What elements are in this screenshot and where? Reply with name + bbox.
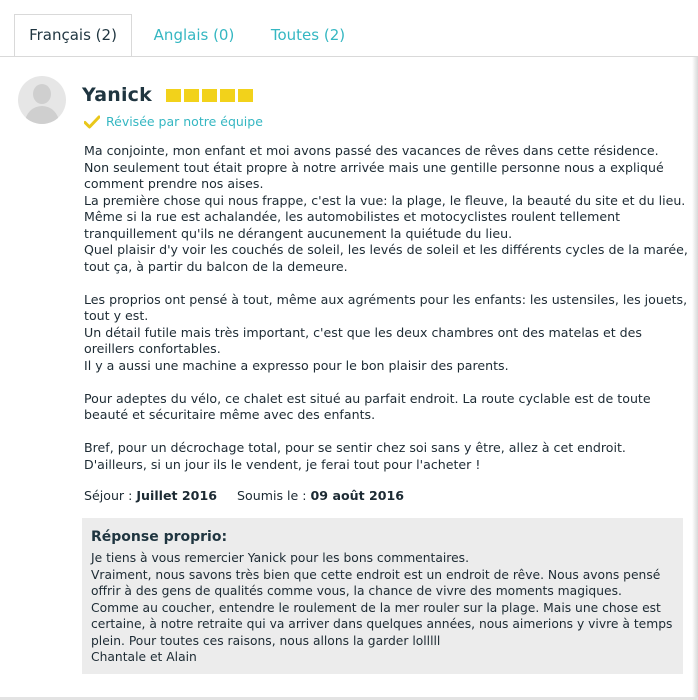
verified-badge	[84, 114, 263, 129]
star-icon	[220, 89, 235, 102]
avatar-head	[33, 84, 51, 104]
tab-toutes[interactable]: Toutes (2)	[270, 26, 346, 44]
avatar	[18, 76, 66, 124]
review-body	[84, 143, 694, 490]
submitted-label: Soumis le :	[237, 488, 307, 503]
review-paragraph: Les proprios ont pensé à tout, même aux agréments pour les enfants: les ustensiles, les jouets, tout y est. Un détail futile mais très important, c'est que les deux chambres ont des matelas et des oreillers confortables. Il y a aussi une machine a expresso pour le bon plaisir des parents.	[84, 291, 688, 373]
star-rating	[166, 89, 256, 103]
review-paragraph: Bref, pour un décrochage total, pour se sentir chez soi sans y être, allez à cet endroit. D'ailleurs, si un jour ils le vendent, je ferai tout pour l'acheter !	[84, 440, 626, 472]
verified-label: Révisée par notre équipe	[106, 114, 263, 129]
reviewer-name: Yanick	[82, 84, 152, 106]
reply-title: Réponse proprio:	[91, 529, 228, 545]
star-icon	[238, 89, 253, 102]
tab-anglais[interactable]: Anglais (0)	[153, 26, 235, 44]
check-icon	[84, 115, 100, 129]
stay-value: Juillet 2016	[136, 488, 217, 503]
owner-reply	[82, 518, 683, 674]
star-icon	[184, 89, 199, 102]
review-meta	[84, 488, 404, 503]
review-paragraph: Pour adeptes du vélo, ce chalet est situé au parfait endroit. La route cyclable est de toute beauté et sécuritaire même avec des enfants.	[84, 390, 651, 422]
avatar-body	[25, 106, 59, 124]
star-icon	[202, 89, 217, 102]
review-paragraph: Ma conjointe, mon enfant et moi avons passé des vacances de rêves dans cette résidence. Non seulement tout était propre à notre arrivée mais une gentille personne nous a expliqué comment prendre nos aises. La première chose qui nous frappe, c'est la vue: la plage, le fleuve, la beauté du site et du lieu. Même si la rue est achalandée, les automobilistes et motocyclistes roulent tellement tranquillement qu'ils ne dérangent aucunement la quiétude du lieu. Quel plaisir d'y voir les couchés de soleil, les levés de soleil et les différents cycles de la marée, tout ça, à partir du balcon de la demeure.	[84, 143, 688, 274]
star-icon	[166, 89, 181, 102]
review-language-tabs	[0, 0, 698, 56]
submitted-value: 09 août 2016	[310, 488, 405, 503]
tab-francais[interactable]: Français (2)	[14, 14, 132, 57]
stay-label: Séjour :	[84, 488, 133, 503]
reply-text: Je tiens à vous remercier Yanick pour les bons commentaires. Vraiment, nous savons très bien que cette endroit est un endroit de rêve. Nous avons pensé offrir à des gens de qualités comme vous, la chance de vivre des moments magiques. Comme au coucher, entendre le roulement de la mer rouler sur la plage. Mais une chose est certaine, à notre retraite qui va arriver dans quelques années, nous aimerions y vivre à temps plein. Pour toutes ces raisons, nous allons la garder lolllll Chantale et Alain	[91, 551, 673, 664]
